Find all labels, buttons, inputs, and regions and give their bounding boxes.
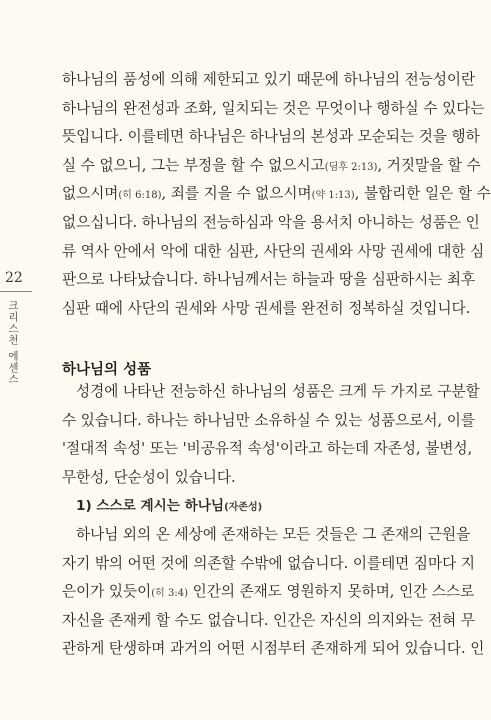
text-line: 수 있습니다. 하나는 하나님만 소유하실 수 있는 성품으로서, 이를	[62, 411, 475, 429]
text-line: 관하게 탄생하며 과거의 어떤 시점부터 존재하게 되어 있습니다. 인	[62, 640, 485, 658]
text-line	[62, 152, 481, 181]
text-line: 하나님의 완전성과 조화, 일치되는 것은 무엇이나 행하실 수 있다는	[62, 99, 485, 117]
text-line: 하나님의 품성에 의해 제한되고 있기 때문에 하나님의 전능성이란	[62, 71, 476, 88]
text-line: 류 역사 안에서 악에 대한 심판, 사단의 권세와 사망 권세에 대한 심	[62, 242, 485, 260]
line-text: , 불합리한 일은 할 수	[354, 185, 491, 203]
text-line: 자기 밖의 어떤 것에 의존할 수밖에 없습니다. 이를테면 짐마다 지	[62, 554, 475, 572]
margin-divider	[0, 291, 32, 292]
text-line: 판으로 나타났습니다. 하나님께서는 하늘과 땅을 심판하시는 최후	[62, 271, 476, 289]
scripture-ref: (약 1:13)	[311, 190, 355, 202]
section-heading: 하나님의 성품	[62, 362, 152, 378]
line-text: 없으시며	[62, 185, 119, 203]
line-text: , 거짓말을 할 수	[377, 156, 481, 174]
running-book-title: 크리스천 에센스	[7, 300, 19, 385]
text-line	[62, 578, 475, 607]
page-number: 22	[5, 270, 23, 286]
subsection-title: 1) 스스로 계시는 하나님	[76, 498, 225, 515]
line-text: 실 수 없으니, 그는 부정을 할 수 없으시고	[62, 156, 325, 174]
line-text: 인간의 존재도 영원하지 못하며, 인간 스스로	[187, 583, 475, 601]
scripture-ref: (딤후 2:13)	[324, 161, 378, 173]
scripture-ref: (히 6:18)	[118, 190, 162, 202]
text-line: '절대적 속성' 또는 '비공유적 속성'이라고 하는데 자존성, 불변성,	[62, 440, 473, 458]
text-line: 심판 때에 사단의 권세와 사망 권세를 완전히 정복하실 것입니다.	[62, 299, 471, 317]
scripture-ref: (히 3:4)	[151, 588, 188, 600]
text-line: 성경에 나타난 전능하신 하나님의 성품은 크게 두 가지로 구분할	[76, 383, 480, 400]
line-text: 은이가 있듯이	[62, 583, 152, 601]
text-line: 없으십니다. 하나님의 전능하심과 악을 용서치 아니하는 성품은 인	[62, 213, 480, 231]
text-line: 무한성, 단순성이 있습니다.	[62, 468, 236, 486]
paragraph-omnipotence	[62, 66, 491, 323]
text-line	[62, 180, 491, 209]
subsection-qualifier: (자존성)	[224, 502, 263, 514]
text-line: 자신을 존재케 할 수도 없습니다. 인간은 자신의 의지와는 전혀 무	[62, 611, 475, 629]
paragraph-attributes	[62, 378, 485, 664]
text-line: 하나님 외의 온 세상에 존재하는 모든 것들은 그 존재의 근원을	[76, 525, 471, 543]
line-text: , 죄를 지을 수 없으시며	[161, 185, 312, 203]
text-line: 뜻입니다. 이를테면 하나님은 하나님의 본성과 모순되는 것을 행하	[62, 128, 480, 146]
subsection-heading	[62, 492, 404, 521]
